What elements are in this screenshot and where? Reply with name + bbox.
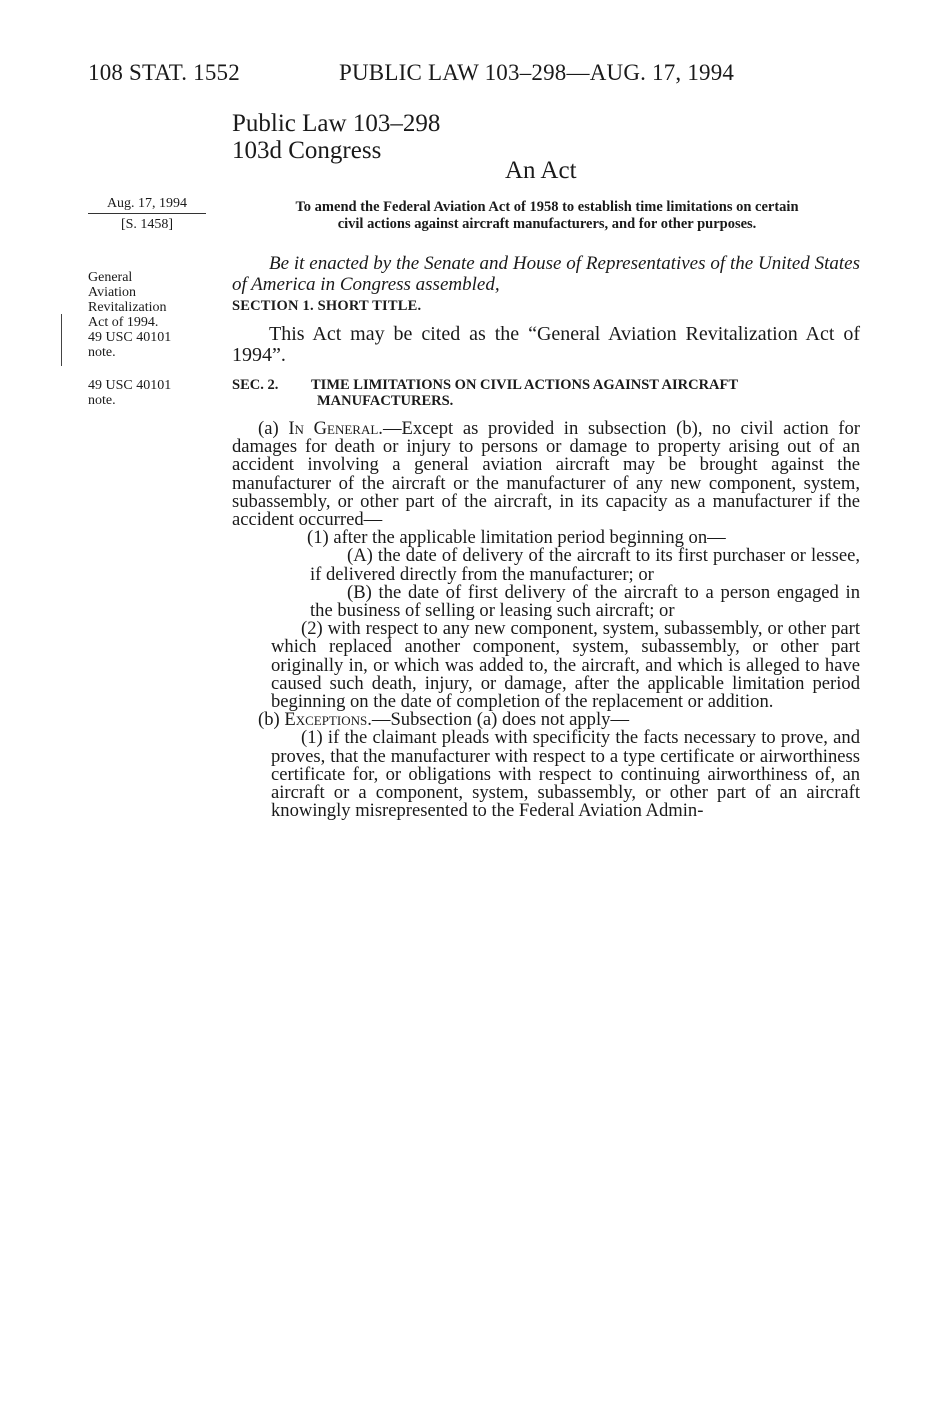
subparagraph-a1B (232, 581, 860, 622)
margin-date: Aug. 17, 1994 (106, 196, 188, 211)
subparagraph-a1A (232, 547, 860, 583)
margin-note-line: Revitalization (88, 300, 167, 315)
an-act-heading: An Act (505, 157, 577, 184)
margin-divider (88, 213, 206, 214)
margin-enactment-date (88, 196, 206, 232)
law-title (232, 110, 440, 164)
margin-bracket (61, 314, 62, 366)
margin-note-line: Aviation (88, 285, 136, 300)
subsection-a (232, 420, 860, 529)
section-1-text: This Act may be cited as the “General Aviation Revitalization Act of 1994”. (232, 323, 860, 366)
margin-note-line: note. (88, 345, 116, 360)
subsection-a-label: (a) (258, 418, 289, 439)
subparagraph-a1A-text: (A) the date of delivery of the aircraft to its first purchaser or lessee, if delivered directly from the manufacturer; or (310, 545, 860, 585)
section-2-title-line-2: MANUFACTURERS. (317, 393, 454, 409)
margin-bill-number: [S. 1458] (120, 217, 174, 232)
congress-number: 103d Congress (232, 137, 382, 164)
section-2-heading (232, 377, 860, 409)
subsection-b-text: .—Subsection (a) does not apply— (367, 709, 630, 731)
subparagraph-a1B-text: (B) the date of first delivery of the aircraft to a person engaged in the business of selling or leasing such aircraft; or (310, 581, 860, 622)
section-2-title-line-1: TIME LIMITATIONS ON CIVIL ACTIONS AGAINST AIRCRAFT (311, 377, 739, 393)
subsection-a-text: .—Except as provided in subsection (b), no civil action for damages for death or injury to persons or damage to property arising out of an accident involving a general aviation aircraft may be brought against the manufacturer of the aircraft or the manufacturer of any new component, system, subassembly, or other part of the aircraft, in its capacity as a manufacturer if the accident occurred— (232, 418, 860, 531)
paragraph-b1: (1) if the claimant pleads with specificity the facts necessary to prove, and proves, that the manufacturer with respect to a type certificate or airworthiness certificate for, or obligations with respect to continuing airworthiness of, an aircraft or a component, system, subassembly, or other part of an aircraft knowingly misrepresented to the Federal Aviation Admin- (271, 727, 860, 822)
purpose-statement (232, 199, 862, 233)
enacting-clause: Be it enacted by the Senate and House of Representatives of the United States of America in Congress assembled, (232, 253, 860, 295)
subsection-b-label: (b) (258, 709, 285, 731)
purpose-line-2: civil actions against aircraft manufacturers, and for other purposes. (337, 216, 757, 232)
margin-short-title-note (88, 270, 220, 360)
margin-note-line: 49 USC 40101 (88, 330, 172, 345)
page-citation: 108 STAT. 1552 (88, 60, 240, 85)
margin-note-line: General (88, 270, 133, 285)
section-1-heading: SECTION 1. SHORT TITLE. (232, 298, 422, 314)
purpose-line-1: To amend the Federal Aviation Act of 1958 to establish time limitations on certain (295, 199, 799, 215)
margin-note-line: note. (88, 393, 116, 408)
running-header: PUBLIC LAW 103–298—AUG. 17, 1994 (339, 60, 735, 85)
paragraph-a2: (2) with respect to any new component, system, subassembly, or other part which replaced another component, system, subassembly, or other part originally in, or which was added to, the aircraft, and which is alleged to have caused such death, injury, or damage, after the applicable limitation period beginning on the date of completion of the replacement or addition. (271, 618, 860, 713)
subsection-a-heading: In General (288, 418, 379, 439)
paragraph-a1: (1) after the applicable limitation period beginning on— (307, 527, 726, 549)
margin-note-line: 49 USC 40101 (88, 378, 172, 393)
margin-sec2-note (88, 378, 220, 408)
margin-note-line: Act of 1994. (88, 315, 159, 330)
public-law-number: Public Law 103–298 (232, 110, 441, 137)
subsection-b-heading: Exceptions (284, 709, 368, 731)
section-2-body (232, 420, 860, 820)
section-2-number: SEC. 2. (232, 377, 279, 393)
